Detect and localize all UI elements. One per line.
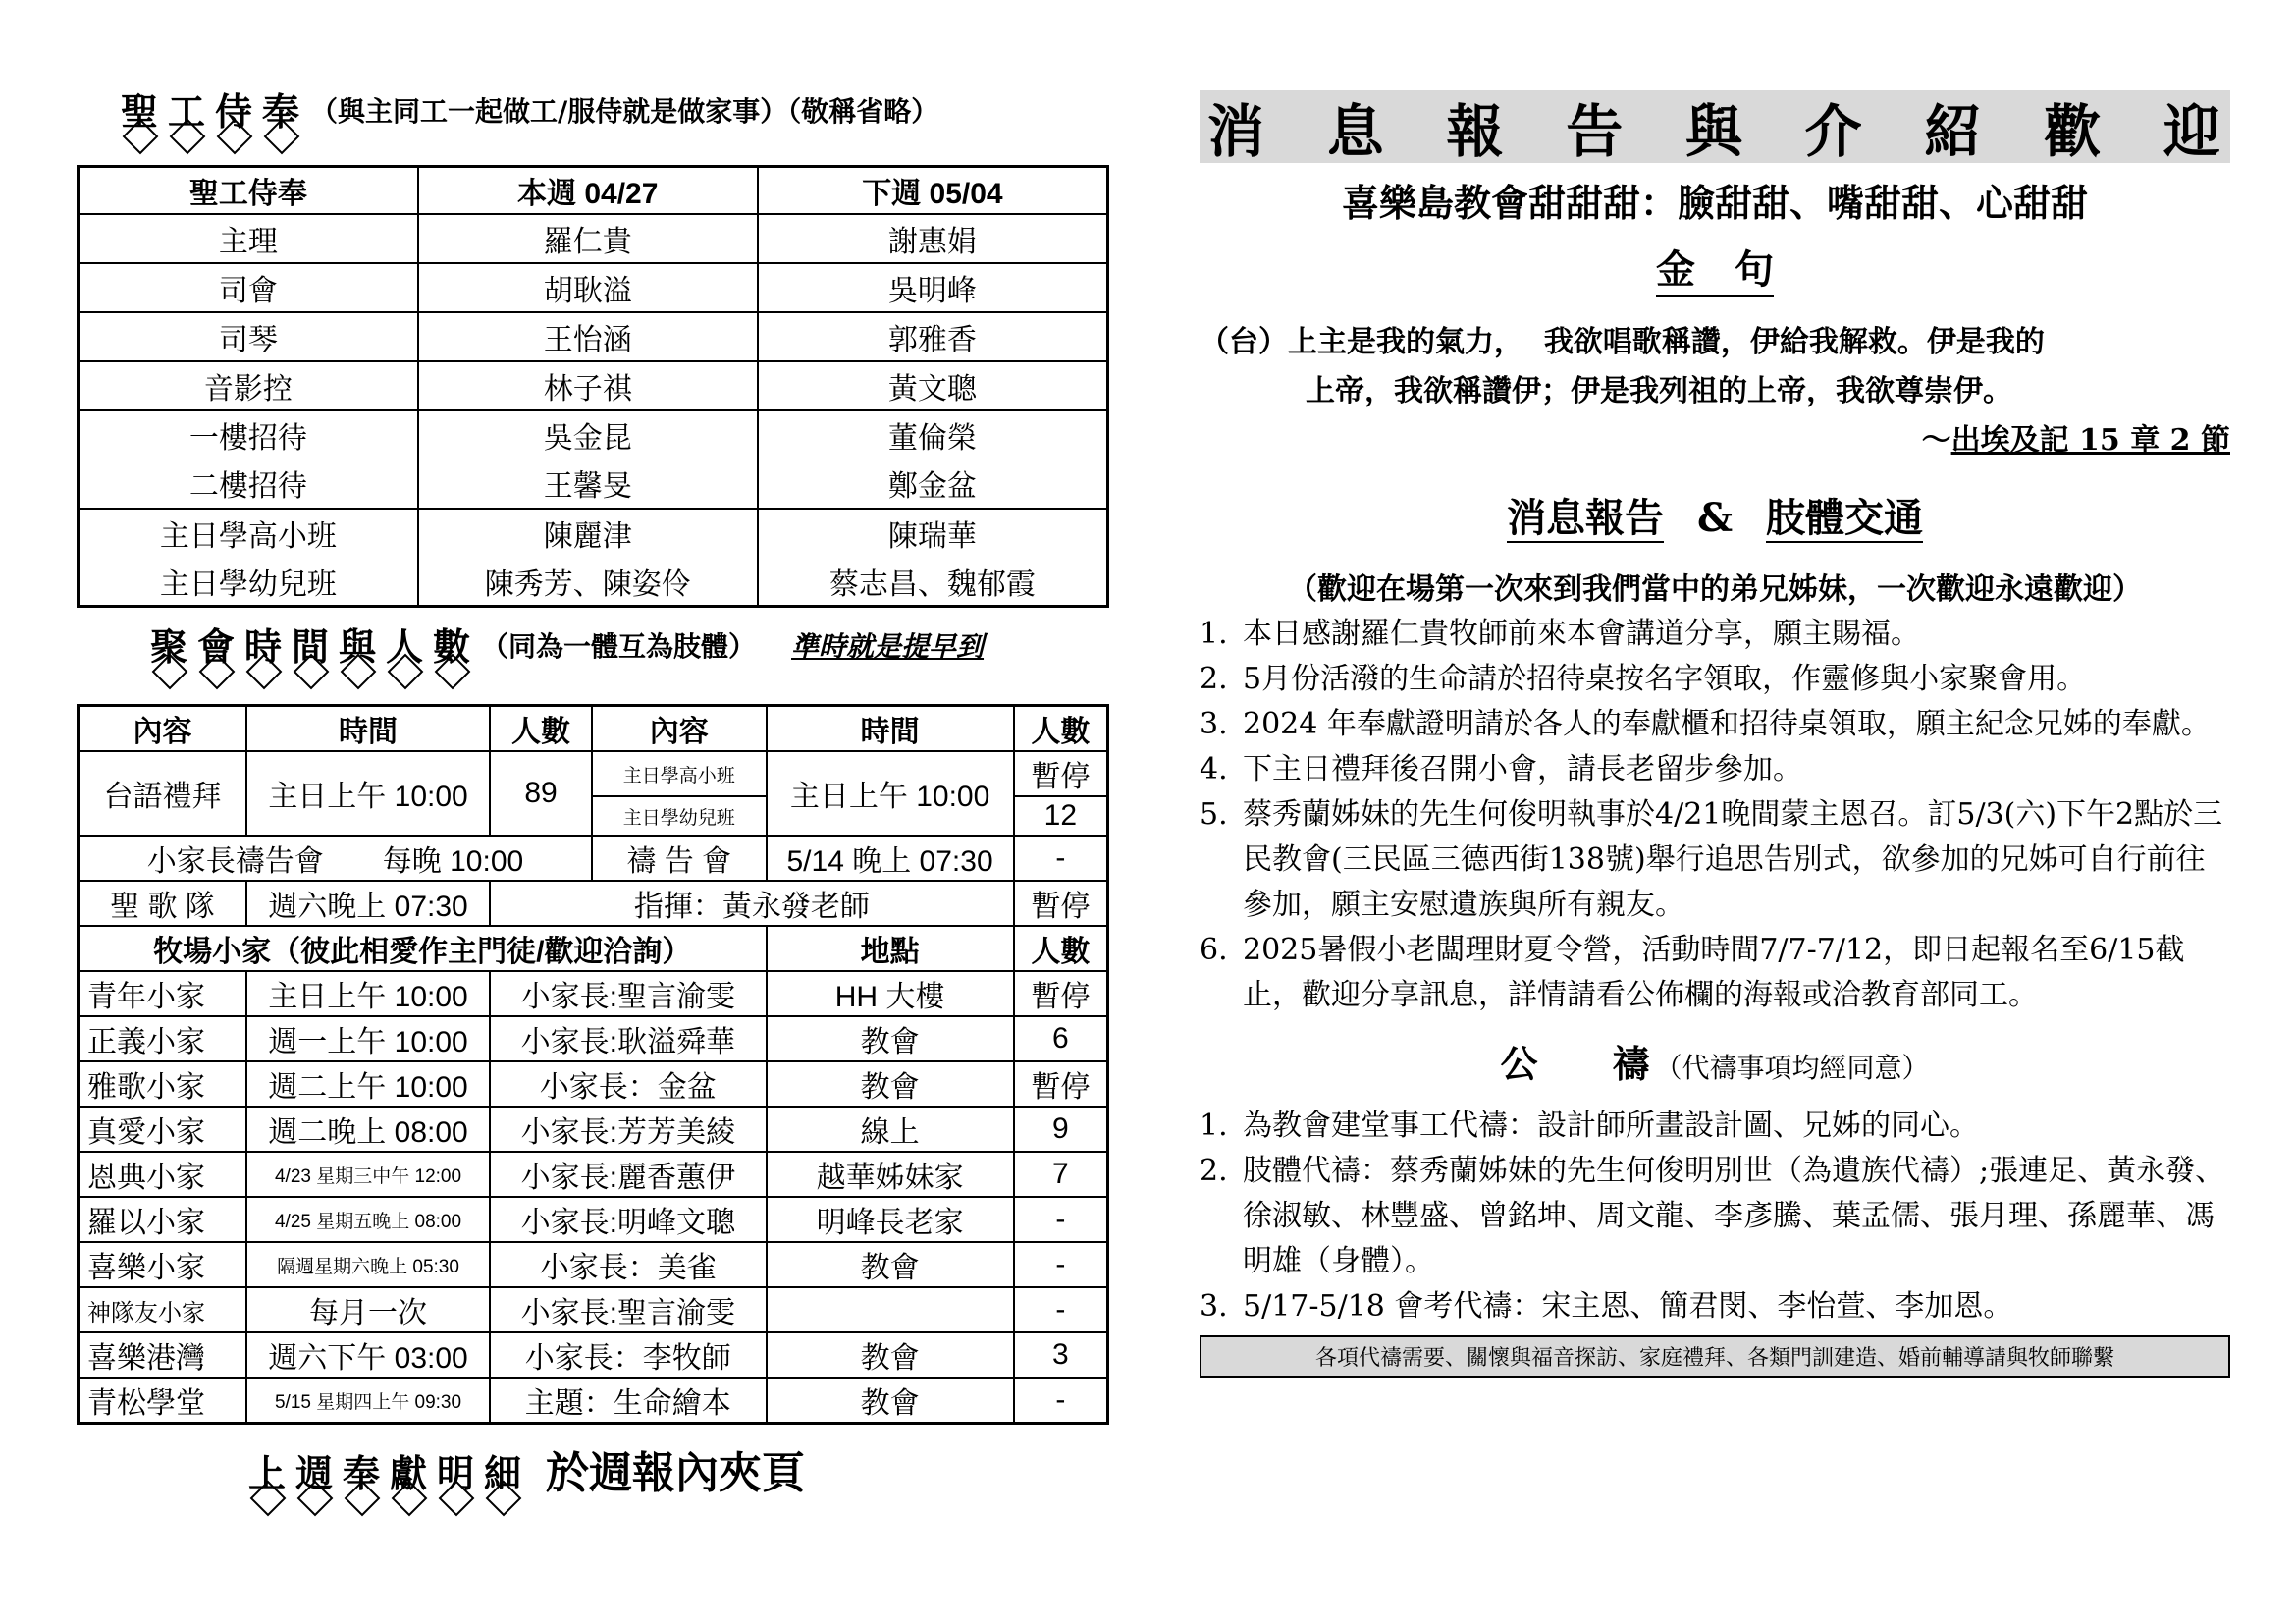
choir-count: 暫停 (1014, 881, 1108, 926)
meeting-table (77, 704, 1109, 1425)
service-note: （與主同工一起做工/服侍就是做家事）（敬稱省略） (310, 95, 939, 128)
item-text: 蔡秀蘭姊妹的先生何俊明執事於4/21晚間蒙主恩召。訂5/3(六)下午2點於三民教會(三民區三德西街138號)舉行追思告別式，欲參加的兄姊可自行前往參加，願主安慰遺族與所有親友。 (1243, 797, 2223, 922)
meeting-slogan: 準時就是提早到 (791, 630, 985, 663)
heading-char: 時 (240, 623, 287, 671)
group-row (79, 1287, 1108, 1332)
list-item (1200, 612, 2230, 657)
service-person: 吳金昆 (418, 410, 758, 460)
service-row (79, 214, 1108, 263)
heading-char: 聖 (116, 88, 163, 135)
group-leader: 小家長:麗香蕙伊 (490, 1152, 766, 1197)
service-person: 鄭金盆 (758, 460, 1108, 509)
item-number: 1. (1200, 1109, 1228, 1143)
service-role: 主日學高小班 (79, 509, 418, 558)
sunday-school-name: 主日學幼兒班 (592, 796, 767, 836)
prayer-meeting-time: 5/14 晚上 07:30 (767, 836, 1014, 881)
prayer-meeting-count: - (1014, 836, 1108, 881)
group-time: 每月一次 (246, 1287, 490, 1332)
verse-ref-prefix: ～ (1921, 423, 1951, 458)
service-person: 黃文聰 (758, 361, 1108, 410)
item-text: 2025暑假小老闆理財夏令營，活動時間7/7-7/12，即日起報名至6/15截止，歡迎分享訊息，詳情請看公佈欄的海報或洽教育部同工。 (1243, 933, 2185, 1012)
verse-line-2: 上帝，我欲稱讚伊；伊是我列祖的上帝，我欲尊崇伊。 (1306, 374, 2012, 408)
heading-char: 人 (381, 623, 428, 671)
choir-name: 聖 歌 隊 (79, 881, 246, 926)
group-place: HH 大樓 (767, 971, 1014, 1016)
choir-conductor: 指揮：黃永發老師 (490, 881, 1014, 926)
service-role: 二樓招待 (79, 460, 418, 509)
group-time: 主日上午 10:00 (246, 971, 490, 1016)
service-person: 陳秀芳、陳姿伶 (418, 558, 758, 607)
service-person: 吳明峰 (758, 263, 1108, 312)
group-count: - (1014, 1197, 1108, 1242)
group-leader: 主題：生命繪本 (490, 1378, 766, 1424)
group-leader: 小家長：李牧師 (490, 1332, 766, 1378)
service-person: 王怡涵 (418, 312, 758, 361)
group-count: 3 (1014, 1332, 1108, 1378)
group-time: 週二上午 10:00 (246, 1061, 490, 1107)
item-text: 5月份活潑的生命請於招待桌按名字領取，作靈修與小家聚會用。 (1243, 662, 2087, 696)
group-place: 教會 (767, 1378, 1014, 1424)
group-name: 喜樂小家 (79, 1242, 246, 1287)
service-col-header: 下週 05/04 (758, 167, 1108, 214)
footer-note: 各項代禱需要、關懷與福音探訪、家庭禮拜、各類門訓建造、婚前輔導請與牧師聯繫 (1200, 1335, 2230, 1378)
heading-char: 明 (432, 1450, 479, 1497)
meeting-col-header: 人數 (1014, 706, 1108, 752)
item-number: 3. (1200, 1289, 1228, 1324)
group-name: 恩典小家 (79, 1152, 246, 1197)
item-number: 2. (1200, 662, 1228, 696)
meeting-col-header: 內容 (79, 706, 246, 752)
group-count: 暫停 (1014, 971, 1108, 1016)
item-text: 肢體代禱：蔡秀蘭姊妹的先生何俊明別世（為遺族代禱）;張連足、黃永發、徐淑敏、林豐盛、曾銘坤、周文龍、李彥騰、葉孟儒、張月理、孫麗華、馮明雄（身體）。 (1243, 1154, 2225, 1278)
group-name: 神隊友小家 (79, 1287, 246, 1332)
group-leader: 小家長:明峰文聰 (490, 1197, 766, 1242)
verse-line-1: （台）上主是我的氣力， 我欲唱歌稱讚，伊給我解救。伊是我的 (1200, 325, 2045, 359)
news-title-b: 肢體交通 (1766, 495, 1923, 541)
group-row (79, 1061, 1108, 1107)
group-row (79, 1242, 1108, 1287)
taiyu-name: 台語禮拜 (79, 751, 246, 836)
service-heading (116, 88, 1109, 135)
service-table (77, 165, 1109, 608)
group-time: 隔週星期六晚上 05:30 (246, 1242, 490, 1287)
group-time: 4/25 星期五晚上 08:00 (246, 1197, 490, 1242)
heading-char: 與 (334, 623, 381, 671)
meeting-col-header: 時間 (246, 706, 490, 752)
group-leader: 小家長：美雀 (490, 1242, 766, 1287)
group-row (79, 1378, 1108, 1424)
banner-char: 迎 (2163, 98, 2222, 165)
prayer-list (1200, 1104, 2230, 1329)
banner-char: 與 (1684, 98, 1744, 165)
meeting-note: （同為一體互為肢體） (481, 630, 757, 663)
service-person: 林子祺 (418, 361, 758, 410)
banner-char: 息 (1326, 98, 1386, 165)
group-place: 越華姊妹家 (767, 1152, 1014, 1197)
group-place: 教會 (767, 1242, 1014, 1287)
prayer-title: 公 禱 (1500, 1042, 1650, 1086)
service-role: 一樓招待 (79, 410, 418, 460)
group-name: 羅以小家 (79, 1197, 246, 1242)
list-item (1200, 928, 2230, 1018)
service-person: 郭雅香 (758, 312, 1108, 361)
news-banner (1200, 90, 2230, 163)
service-row (79, 410, 1108, 460)
offering-heading (243, 1450, 1109, 1497)
list-item (1200, 657, 2230, 702)
item-number: 5. (1200, 797, 1228, 832)
group-name: 正義小家 (79, 1016, 246, 1061)
prayer-meeting-name: 禱 告 會 (592, 836, 767, 881)
banner-char: 報 (1446, 98, 1506, 165)
service-role: 音影控 (79, 361, 418, 410)
group-name: 青松學堂 (79, 1378, 246, 1424)
list-item (1200, 1284, 2230, 1329)
prayer-note: （代禱事項均經同意） (1654, 1052, 1930, 1084)
item-text: 5/17-5/18 會考代禱：宋主恩、簡君閔、李怡萱、李加恩。 (1243, 1289, 2013, 1324)
item-number: 4. (1200, 752, 1228, 786)
item-text: 為教會建堂事工代禱：設計師所畫設計圖、兄姊的同心。 (1243, 1109, 1979, 1143)
group-place: 教會 (767, 1332, 1014, 1378)
group-header: 地點 (767, 926, 1014, 971)
group-leader: 小家長:聖言渝雯 (490, 1287, 766, 1332)
list-item (1200, 702, 2230, 747)
group-name: 青年小家 (79, 971, 246, 1016)
group-place: 教會 (767, 1061, 1014, 1107)
news-list (1200, 612, 2230, 1018)
group-place: 線上 (767, 1107, 1014, 1152)
item-text: 本日感謝羅仁貴牧師前來本會講道分享，願主賜福。 (1243, 617, 1920, 651)
item-text: 2024 年奉獻證明請於各人的奉獻櫃和招待桌領取，願主紀念兄姊的奉獻。 (1243, 707, 2211, 741)
group-count: 9 (1014, 1107, 1108, 1152)
list-item (1200, 1149, 2230, 1284)
group-name: 喜樂港灣 (79, 1332, 246, 1378)
sunday-school-time: 主日上午 10:00 (767, 751, 1014, 836)
church-motto: 喜樂島教會甜甜甜：臉甜甜、嘴甜甜、心甜甜 (1341, 181, 2088, 225)
right-column (1200, 90, 2230, 1378)
choir-time: 週六晚上 07:30 (246, 881, 490, 926)
list-item (1200, 747, 2230, 792)
service-role: 主日學幼兒班 (79, 558, 418, 607)
service-row (79, 558, 1108, 607)
service-title (116, 88, 304, 135)
group-time: 4/23 星期三中午 12:00 (246, 1152, 490, 1197)
group-place (767, 1287, 1014, 1332)
meeting-col-header: 人數 (490, 706, 592, 752)
service-row (79, 460, 1108, 509)
meeting-col-header: 時間 (767, 706, 1014, 752)
welcome-line: （歡迎在場第一次來到我們當中的弟兄姊妹，一次歡迎永遠歡迎） (1288, 572, 2142, 607)
meeting-title (145, 623, 475, 671)
service-role: 司會 (79, 263, 418, 312)
item-number: 6. (1200, 933, 1228, 967)
heading-char: 間 (287, 623, 334, 671)
list-item (1200, 792, 2230, 928)
banner-char: 歡 (2044, 98, 2104, 165)
group-row (79, 1197, 1108, 1242)
service-person: 陳麗津 (418, 509, 758, 558)
group-count: 7 (1014, 1152, 1108, 1197)
item-text: 下主日禮拜後召開小會，請長老留步參加。 (1243, 752, 1802, 786)
service-row (79, 361, 1108, 410)
banner-char: 消 (1207, 98, 1267, 165)
group-header: 牧場小家（彼此相愛作主門徒/歡迎洽詢） (79, 926, 767, 971)
group-place: 明峰長老家 (767, 1197, 1014, 1242)
service-person: 董倫榮 (758, 410, 1108, 460)
heading-char: 奉 (257, 88, 304, 135)
service-person: 羅仁貴 (418, 214, 758, 263)
taiyu-time: 主日上午 10:00 (246, 751, 490, 836)
service-row (79, 312, 1108, 361)
meeting-heading (145, 623, 1109, 671)
group-time: 週一上午 10:00 (246, 1016, 490, 1061)
group-name: 雅歌小家 (79, 1061, 246, 1107)
group-leader: 小家長:聖言渝雯 (490, 971, 766, 1016)
group-count: - (1014, 1242, 1108, 1287)
service-col-header: 本週 04/27 (418, 167, 758, 214)
item-number: 1. (1200, 617, 1228, 651)
service-row (79, 263, 1108, 312)
heading-char: 上 (243, 1450, 291, 1497)
heading-char: 獻 (385, 1450, 432, 1497)
left-column (77, 88, 1109, 1497)
news-heading (1200, 487, 2230, 543)
sunday-school-name: 主日學高小班 (592, 751, 767, 796)
service-person: 謝惠娟 (758, 214, 1108, 263)
service-person: 蔡志昌、魏郁霞 (758, 558, 1108, 607)
service-person: 胡耿溢 (418, 263, 758, 312)
group-count: - (1014, 1378, 1108, 1424)
banner-char: 紹 (1924, 98, 1984, 165)
heading-char: 週 (291, 1450, 338, 1497)
service-person: 陳瑞華 (758, 509, 1108, 558)
group-place: 教會 (767, 1016, 1014, 1061)
group-time: 週二晚上 08:00 (246, 1107, 490, 1152)
verse-title: 金 句 (1656, 246, 1774, 297)
news-amp: & (1696, 495, 1734, 541)
group-header: 人數 (1014, 926, 1108, 971)
sunday-school-count: 12 (1014, 796, 1108, 836)
heading-char: 聚 (145, 623, 192, 671)
group-count: 6 (1014, 1016, 1108, 1061)
group-leader: 小家長:芳芳美綾 (490, 1107, 766, 1152)
group-count: 暫停 (1014, 1061, 1108, 1107)
prayer-heading (1200, 1034, 2230, 1088)
heading-char: 奉 (338, 1450, 385, 1497)
offering-note: 於週報內夾頁 (546, 1448, 805, 1498)
group-count: - (1014, 1287, 1108, 1332)
group-row (79, 1332, 1108, 1378)
news-title-a: 消息報告 (1507, 495, 1664, 541)
banner-char: 告 (1566, 98, 1626, 165)
heading-char: 數 (428, 623, 475, 671)
group-leader: 小家長：金盆 (490, 1061, 766, 1107)
heading-char: 工 (163, 88, 210, 135)
service-person: 王馨旻 (418, 460, 758, 509)
list-item (1200, 1104, 2230, 1149)
group-row (79, 971, 1108, 1016)
verse-reference: 出埃及記 15 章 2 節 (1950, 423, 2230, 458)
heading-char: 侍 (210, 88, 257, 135)
heading-char: 會 (192, 623, 240, 671)
offering-title (243, 1450, 526, 1497)
group-name: 真愛小家 (79, 1107, 246, 1152)
item-number: 2. (1200, 1154, 1228, 1188)
group-time: 5/15 星期四上午 09:30 (246, 1378, 490, 1424)
group-time: 週六下午 03:00 (246, 1332, 490, 1378)
prayer-leaders-meeting: 小家長禱告會 每晚 10:00 (79, 836, 592, 881)
group-row (79, 1016, 1108, 1061)
taiyu-count: 89 (490, 751, 592, 836)
service-col-header: 聖工侍奉 (79, 167, 418, 214)
sunday-school-count: 暫停 (1014, 751, 1108, 796)
service-role: 主理 (79, 214, 418, 263)
group-leader: 小家長:耿溢舜華 (490, 1016, 766, 1061)
group-row (79, 1152, 1108, 1197)
item-number: 3. (1200, 707, 1228, 741)
service-role: 司琴 (79, 312, 418, 361)
meeting-col-header: 內容 (592, 706, 767, 752)
heading-char: 細 (479, 1450, 526, 1497)
service-row (79, 509, 1108, 558)
banner-char: 介 (1804, 98, 1864, 165)
group-row (79, 1107, 1108, 1152)
